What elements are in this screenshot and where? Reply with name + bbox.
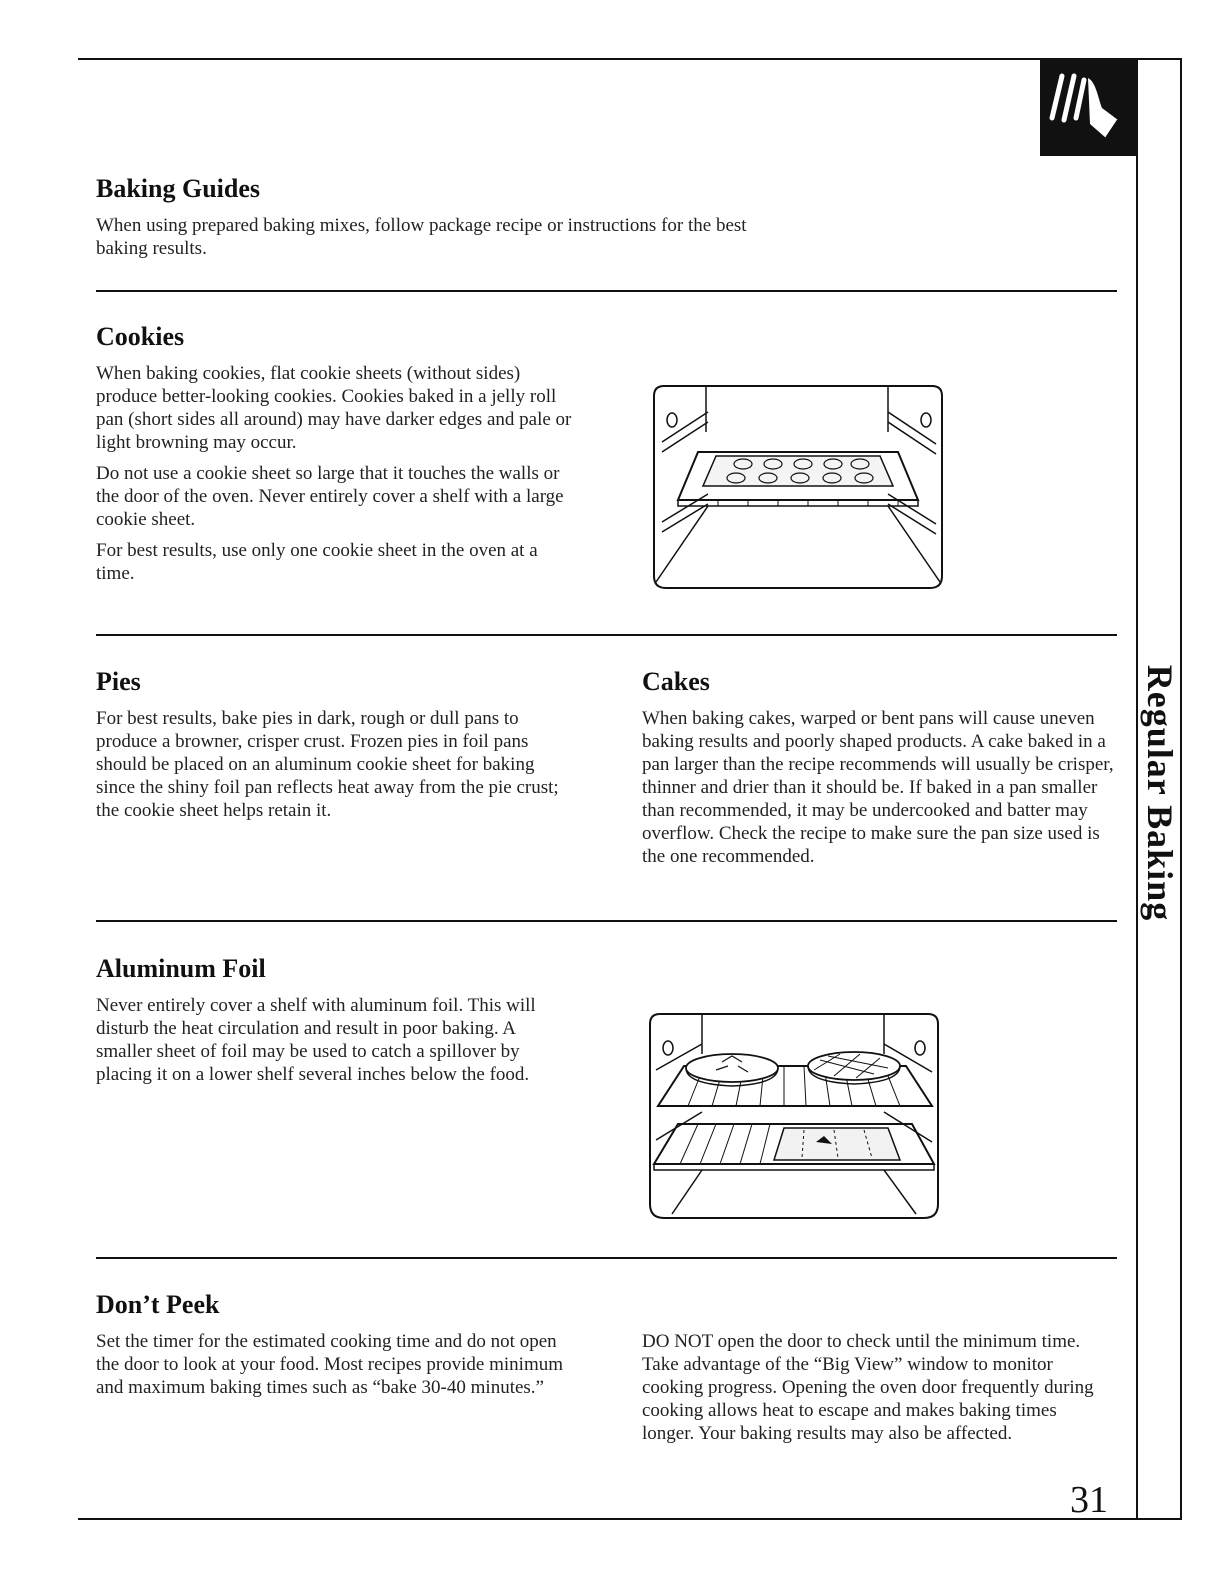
top-rule	[78, 58, 1182, 60]
bottom-rule	[78, 1518, 1182, 1520]
sidebar-rule	[1136, 58, 1138, 1520]
sidebar-label: Regular Baking	[1140, 664, 1181, 921]
baking-guides-text	[96, 214, 756, 268]
cookie-sheet-oven-illustration	[648, 382, 948, 592]
baking-guides-heading: Baking Guides	[96, 174, 261, 203]
dont-peek-right-text	[642, 1330, 1112, 1453]
cookies-text	[96, 362, 576, 593]
sidebar-tab	[1140, 655, 1180, 930]
cakes-paragraph: When baking cakes, warped or bent pans will cause uneven baking results and poorly shaped products. A cake baked in a pan larger than the recipe recommends will usually be crisper, thinner and drier than it should be. If baked in a pan smaller than recommended, it may be undercooked and batter may overflow. Check the recipe to make sure the pan size used is the one recommended.	[642, 708, 1114, 867]
cookies-paragraph-3: For best results, use only one cookie sheet in the oven at a time.	[96, 540, 538, 584]
hand-pointer-icon	[1040, 58, 1138, 156]
aluminum-foil-heading: Aluminum Foil	[96, 954, 266, 983]
dont-peek-left-paragraph: Set the timer for the estimated cooking time and do not open the door to look at your food. Most recipes provide minimum and maximum baking times such as “bake 30-40 minutes.”	[96, 1331, 564, 1398]
aluminum-foil-text	[96, 994, 546, 1094]
foil-shelf-oven-illustration	[644, 1010, 944, 1222]
page-number: 31	[1070, 1479, 1108, 1521]
cookies-paragraph-2: Do not use a cookie sheet so large that it touches the walls or the door of the oven. Never entirely cover a shelf with a large cookie sheet.	[96, 463, 564, 530]
cookies-heading: Cookies	[96, 322, 185, 351]
section-divider	[96, 634, 1117, 636]
pies-text	[96, 707, 576, 830]
section-divider	[96, 290, 1117, 292]
section-divider	[96, 1257, 1117, 1259]
pies-heading: Pies	[96, 667, 141, 696]
aluminum-foil-paragraph: Never entirely cover a shelf with aluminum foil. This will disturb the heat circulation and result in poor baking. A smaller sheet of foil may be used to catch a spillover by placing it on a lower shelf several inches below the food.	[96, 995, 536, 1085]
dont-peek-heading: Don’t Peek	[96, 1290, 220, 1319]
baking-guides-paragraph: When using prepared baking mixes, follow package recipe or instructions for the best baking results.	[96, 215, 747, 259]
section-divider	[96, 920, 1117, 922]
cakes-text	[642, 707, 1117, 876]
pies-paragraph: For best results, bake pies in dark, rough or dull pans to produce a browner, crisper crust. Frozen pies in foil pans should be placed on an aluminum cookie sheet for baking since the shiny foil pan reflects heat away from the pie crust; the cookie sheet helps retain it.	[96, 708, 559, 821]
dont-peek-left-text	[96, 1330, 566, 1407]
cakes-heading: Cakes	[642, 667, 710, 696]
cookies-paragraph-1: When baking cookies, flat cookie sheets (without sides) produce better-looking cookies. Cookies baked in a jelly roll pan (short sides all around) may have darker edges and pale or light browning may occur.	[96, 363, 572, 453]
dont-peek-right-paragraph: DO NOT open the door to check until the minimum time. Take advantage of the “Big View” window to monitor cooking progress. Opening the oven door frequently during cooking allows heat to escape and makes baking times longer. Your baking results may also be affected.	[642, 1331, 1094, 1444]
